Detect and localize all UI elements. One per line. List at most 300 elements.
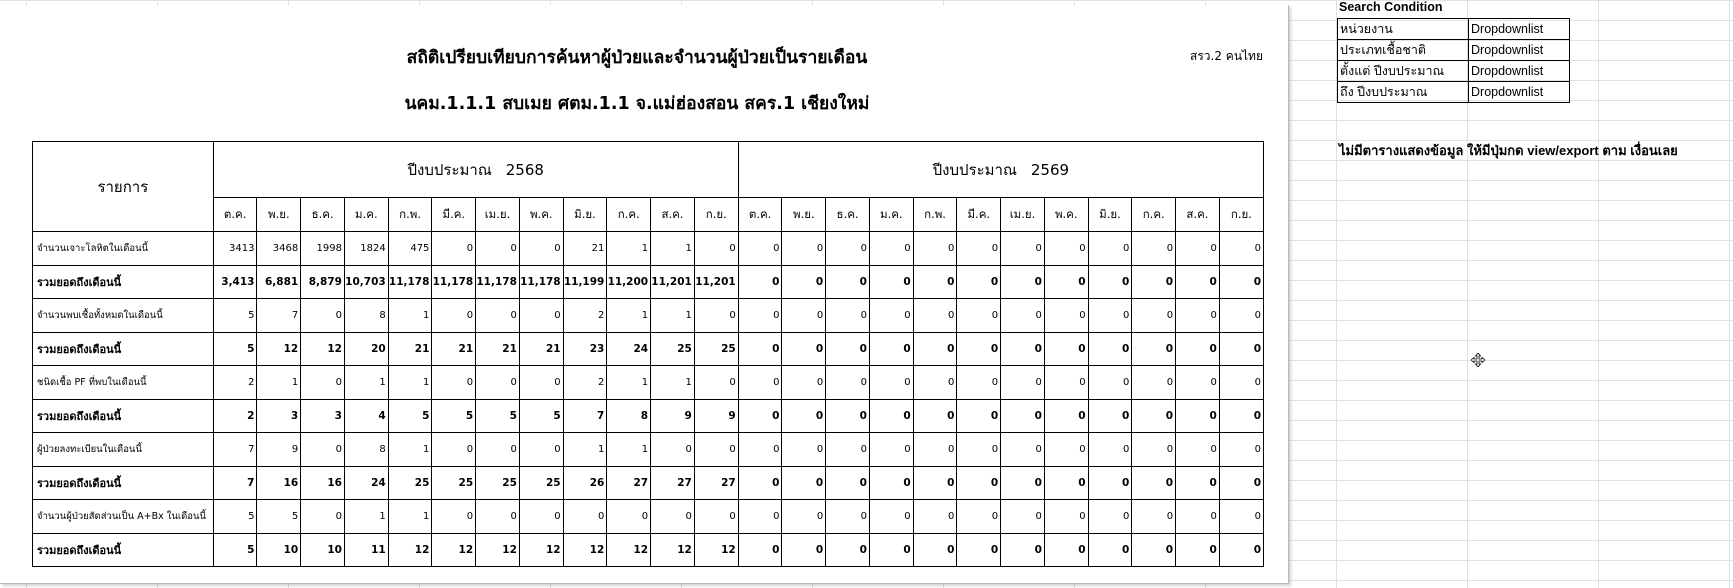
table-cell: 0: [826, 500, 870, 534]
table-cell: 0: [476, 366, 520, 400]
table-cell: 0: [1001, 500, 1045, 534]
table-cell: 0: [1176, 466, 1220, 500]
table-cell: 0: [738, 366, 782, 400]
table-cell: 12: [388, 533, 432, 567]
table-cell: 0: [957, 533, 1001, 567]
table-cell: 5: [213, 332, 257, 366]
table-row: [33, 332, 1264, 366]
year-header-2569: [738, 142, 1263, 198]
table-cell: 0: [782, 399, 826, 433]
form-code: สรว.2 คนไทย: [1190, 49, 1263, 63]
table-cell: 8: [607, 399, 651, 433]
table-cell: 10: [257, 533, 301, 567]
table-cell: 0: [869, 466, 913, 500]
table-cell: 0: [1219, 533, 1263, 567]
table-cell: 11,178: [388, 265, 432, 299]
table-cell: 0: [782, 533, 826, 567]
table-cell: 2: [563, 299, 607, 333]
table-cell: 0: [1132, 399, 1176, 433]
table-cell: 0: [782, 232, 826, 266]
table-cell: 0: [432, 299, 476, 333]
table-cell: 0: [913, 265, 957, 299]
table-cell: 25: [651, 332, 695, 366]
table-cell: 25: [432, 466, 476, 500]
table-cell: 0: [563, 500, 607, 534]
table-cell: 0: [782, 332, 826, 366]
condition-dropdown[interactable]: Dropdownlist: [1469, 40, 1570, 61]
month-header: พ.ค.: [1044, 198, 1088, 232]
table-cell: 0: [826, 299, 870, 333]
table-cell: 0: [1044, 299, 1088, 333]
month-header: เม.ย.: [476, 198, 520, 232]
table-cell: 0: [432, 232, 476, 266]
month-header: ต.ค.: [738, 198, 782, 232]
table-cell: 0: [1176, 500, 1220, 534]
table-cell: 1: [388, 299, 432, 333]
table-cell: 12: [301, 332, 345, 366]
table-row: [33, 533, 1264, 567]
table-cell: 0: [1219, 399, 1263, 433]
table-cell: 0: [1088, 466, 1132, 500]
table-cell: 1: [388, 500, 432, 534]
table-cell: 0: [869, 232, 913, 266]
table-cell: 0: [1088, 265, 1132, 299]
table-cell: 11: [344, 533, 388, 567]
table-cell: 1: [257, 366, 301, 400]
table-cell: 3: [301, 399, 345, 433]
table-cell: 11,178: [476, 265, 520, 299]
table-cell: 0: [519, 366, 563, 400]
month-header: พ.ค.: [519, 198, 563, 232]
table-cell: 0: [1088, 332, 1132, 366]
table-cell: 0: [869, 299, 913, 333]
table-cell: 0: [1132, 299, 1176, 333]
table-cell: 0: [1219, 265, 1263, 299]
table-cell: 21: [388, 332, 432, 366]
table-cell: 27: [694, 466, 738, 500]
table-cell: 0: [913, 332, 957, 366]
month-header: มิ.ย.: [1088, 198, 1132, 232]
table-cell: 0: [651, 433, 695, 467]
table-cell: 27: [607, 466, 651, 500]
table-cell: 5: [257, 500, 301, 534]
table-cell: 3,413: [213, 265, 257, 299]
condition-dropdown[interactable]: Dropdownlist: [1469, 82, 1570, 103]
table-cell: 0: [1088, 433, 1132, 467]
condition-row: [1338, 40, 1570, 61]
table-cell: 1: [563, 433, 607, 467]
month-header: เม.ย.: [1001, 198, 1045, 232]
table-cell: 0: [738, 299, 782, 333]
table-cell: 12: [432, 533, 476, 567]
table-cell: 0: [1176, 399, 1220, 433]
table-cell: 0: [1176, 299, 1220, 333]
table-cell: 0: [869, 366, 913, 400]
table-cell: 0: [694, 366, 738, 400]
table-cell: 4: [344, 399, 388, 433]
row-label: รวมยอดถึงเดือนนี้: [33, 533, 214, 567]
table-cell: 21: [519, 332, 563, 366]
table-cell: 0: [432, 366, 476, 400]
table-cell: 1: [607, 433, 651, 467]
table-cell: 0: [1044, 366, 1088, 400]
table-cell: 12: [257, 332, 301, 366]
table-cell: 0: [301, 433, 345, 467]
month-header: มี.ค.: [957, 198, 1001, 232]
month-header: ธ.ค.: [826, 198, 870, 232]
table-cell: 11,201: [651, 265, 695, 299]
table-cell: 11,200: [607, 265, 651, 299]
table-cell: 0: [782, 366, 826, 400]
table-cell: 0: [957, 399, 1001, 433]
table-cell: 1998: [301, 232, 345, 266]
month-header: ก.ค.: [1132, 198, 1176, 232]
table-cell: 0: [651, 500, 695, 534]
table-cell: 0: [782, 433, 826, 467]
table-cell: 0: [1219, 433, 1263, 467]
table-cell: 1: [388, 433, 432, 467]
table-cell: 12: [607, 533, 651, 567]
table-cell: 16: [257, 466, 301, 500]
table-cell: 0: [1001, 433, 1045, 467]
month-header: พ.ย.: [782, 198, 826, 232]
table-cell: 9: [694, 399, 738, 433]
table-cell: 16: [301, 466, 345, 500]
table-cell: 0: [826, 366, 870, 400]
table-row: [33, 299, 1264, 333]
table-cell: 0: [694, 299, 738, 333]
table-row: [33, 265, 1264, 299]
table-cell: 0: [826, 533, 870, 567]
table-cell: 0: [1088, 232, 1132, 266]
table-cell: 0: [738, 265, 782, 299]
table-cell: 9: [651, 399, 695, 433]
table-cell: 0: [1176, 332, 1220, 366]
table-cell: 0: [1176, 265, 1220, 299]
report-title: สถิติเปรียบเทียบการค้นหาผู้ป่วยและจำนวนผู้ป่วยเป็นรายเดือน: [406, 48, 868, 68]
table-cell: 25: [476, 466, 520, 500]
table-cell: 0: [1176, 366, 1220, 400]
table-cell: 0: [301, 500, 345, 534]
table-cell: 0: [826, 265, 870, 299]
table-cell: 27: [651, 466, 695, 500]
table-cell: 0: [738, 232, 782, 266]
table-cell: 0: [432, 433, 476, 467]
table-cell: 0: [1044, 466, 1088, 500]
table-cell: 0: [1176, 533, 1220, 567]
table-cell: 0: [913, 232, 957, 266]
table-cell: 0: [519, 433, 563, 467]
table-cell: 0: [1132, 332, 1176, 366]
month-header: ก.พ.: [913, 198, 957, 232]
table-cell: 25: [388, 466, 432, 500]
month-header: ส.ค.: [651, 198, 695, 232]
table-cell: 3: [257, 399, 301, 433]
move-cursor-icon: [1471, 353, 1485, 367]
row-label: รวมยอดถึงเดือนนี้: [33, 265, 214, 299]
table-cell: 7: [213, 466, 257, 500]
row-label: รวมยอดถึงเดือนนี้: [33, 332, 214, 366]
table-cell: 0: [782, 299, 826, 333]
table-cell: 1: [651, 232, 695, 266]
table-cell: 5: [213, 533, 257, 567]
row-label: รวมยอดถึงเดือนนี้: [33, 399, 214, 433]
condition-row: [1338, 19, 1570, 40]
table-cell: 8,879: [301, 265, 345, 299]
table-cell: 11,178: [432, 265, 476, 299]
table-cell: 0: [957, 332, 1001, 366]
table-cell: 24: [607, 332, 651, 366]
table-cell: 0: [1001, 332, 1045, 366]
table-cell: 5: [213, 500, 257, 534]
table-cell: 2: [563, 366, 607, 400]
condition-label: ตั้งแต่ ปีงบประมาณ: [1338, 61, 1469, 82]
table-cell: 0: [869, 500, 913, 534]
table-cell: 0: [1044, 533, 1088, 567]
table-row: [33, 366, 1264, 400]
table-cell: 1824: [344, 232, 388, 266]
table-cell: 0: [476, 299, 520, 333]
table-cell: 7: [257, 299, 301, 333]
year-header-2568: [213, 142, 738, 198]
table-row: [33, 399, 1264, 433]
table-cell: 0: [957, 299, 1001, 333]
month-header: มิ.ย.: [563, 198, 607, 232]
row-label: จำนวนผู้ป่วยสัดส่วนเป็น A+Bx ในเดือนนี้: [33, 500, 214, 534]
table-cell: 5: [388, 399, 432, 433]
stats-table: [32, 141, 1264, 567]
table-cell: 0: [1176, 433, 1220, 467]
table-cell: 0: [738, 533, 782, 567]
table-cell: 0: [738, 500, 782, 534]
table-cell: 12: [563, 533, 607, 567]
table-cell: 12: [476, 533, 520, 567]
table-cell: 11,201: [694, 265, 738, 299]
table-cell: 12: [694, 533, 738, 567]
table-cell: 0: [432, 500, 476, 534]
year-number: 2569: [1030, 160, 1070, 179]
table-cell: 21: [563, 232, 607, 266]
condition-dropdown[interactable]: Dropdownlist: [1469, 61, 1570, 82]
table-cell: 10,703: [344, 265, 388, 299]
table-cell: 0: [869, 332, 913, 366]
table-cell: 0: [1132, 232, 1176, 266]
table-cell: 0: [476, 500, 520, 534]
table-cell: 1: [651, 366, 695, 400]
condition-label: ประเภทเชื้อชาติ: [1338, 40, 1469, 61]
table-row: [33, 232, 1264, 266]
table-cell: 0: [957, 232, 1001, 266]
table-cell: 0: [301, 366, 345, 400]
month-header: ม.ค.: [344, 198, 388, 232]
table-cell: 0: [1001, 533, 1045, 567]
table-cell: 0: [519, 299, 563, 333]
table-cell: 0: [826, 332, 870, 366]
table-cell: 11,178: [519, 265, 563, 299]
table-cell: 10: [301, 533, 345, 567]
row-label: รวมยอดถึงเดือนนี้: [33, 466, 214, 500]
report-page: [0, 5, 1289, 584]
table-cell: 0: [694, 232, 738, 266]
table-cell: 0: [738, 466, 782, 500]
table-cell: 9: [257, 433, 301, 467]
table-cell: 0: [476, 232, 520, 266]
table-cell: 0: [694, 433, 738, 467]
month-header: ม.ค.: [869, 198, 913, 232]
table-cell: 0: [869, 399, 913, 433]
table-cell: 0: [1088, 399, 1132, 433]
table-cell: 6,881: [257, 265, 301, 299]
table-cell: 0: [1001, 366, 1045, 400]
row-label: จำนวนเจาะโลหิตในเดือนนี้: [33, 232, 214, 266]
month-header: ก.ย.: [694, 198, 738, 232]
table-cell: 0: [913, 299, 957, 333]
table-cell: 475: [388, 232, 432, 266]
table-cell: 0: [738, 433, 782, 467]
row-label: ชนิดเชื้อ PF ที่พบในเดือนนี้: [33, 366, 214, 400]
condition-dropdown[interactable]: Dropdownlist: [1469, 19, 1570, 40]
table-cell: 2: [213, 399, 257, 433]
table-cell: 0: [1001, 265, 1045, 299]
condition-row: [1338, 61, 1570, 82]
table-cell: 0: [1044, 332, 1088, 366]
table-cell: 0: [913, 399, 957, 433]
table-cell: 0: [1044, 399, 1088, 433]
table-cell: 0: [826, 232, 870, 266]
table-cell: 26: [563, 466, 607, 500]
table-cell: 0: [1132, 433, 1176, 467]
month-header: พ.ย.: [257, 198, 301, 232]
table-cell: 0: [869, 533, 913, 567]
table-cell: 0: [1044, 232, 1088, 266]
month-header: ธ.ค.: [301, 198, 345, 232]
table-cell: 0: [869, 265, 913, 299]
table-cell: 20: [344, 332, 388, 366]
table-cell: 21: [432, 332, 476, 366]
search-condition-table: [1337, 18, 1570, 103]
condition-label: ถึง ปีงบประมาณ: [1338, 82, 1469, 103]
table-cell: 0: [1219, 332, 1263, 366]
table-cell: 0: [1088, 533, 1132, 567]
table-cell: 0: [694, 500, 738, 534]
table-cell: 0: [1132, 500, 1176, 534]
table-cell: 11,199: [563, 265, 607, 299]
table-cell: 0: [782, 500, 826, 534]
table-cell: 0: [1001, 299, 1045, 333]
table-cell: 0: [738, 332, 782, 366]
table-row: [33, 433, 1264, 467]
table-cell: 0: [782, 265, 826, 299]
month-header: ก.ค.: [607, 198, 651, 232]
table-cell: 0: [1219, 500, 1263, 534]
table-cell: 8: [344, 433, 388, 467]
table-cell: 0: [1088, 299, 1132, 333]
table-cell: 25: [519, 466, 563, 500]
table-cell: 1: [388, 366, 432, 400]
table-cell: 1: [607, 299, 651, 333]
table-cell: 0: [1219, 299, 1263, 333]
table-cell: 0: [826, 433, 870, 467]
row-label: จำนวนพบเชื้อทั้งหมดในเดือนนี้: [33, 299, 214, 333]
table-cell: 0: [826, 466, 870, 500]
table-cell: 0: [1219, 366, 1263, 400]
table-cell: 7: [563, 399, 607, 433]
table-cell: 0: [957, 433, 1001, 467]
table-cell: 0: [301, 299, 345, 333]
table-cell: 0: [957, 265, 1001, 299]
table-cell: 0: [738, 399, 782, 433]
table-cell: 0: [1044, 265, 1088, 299]
table-cell: 1: [344, 366, 388, 400]
table-cell: 5: [432, 399, 476, 433]
table-cell: 0: [957, 366, 1001, 400]
row-label: ผู้ป่วยลงทะเบียนในเดือนนี้: [33, 433, 214, 467]
table-cell: 0: [782, 466, 826, 500]
table-cell: 0: [1044, 500, 1088, 534]
table-cell: 0: [1132, 366, 1176, 400]
report-subtitle: นคม.1.1.1 สบเมย ศตม.1.1 จ.แม่ฮ่องสอน สคร.1 เชียงใหม่: [404, 94, 870, 114]
table-cell: 24: [344, 466, 388, 500]
month-header: ส.ค.: [1176, 198, 1220, 232]
table-cell: 1: [651, 299, 695, 333]
table-cell: 3468: [257, 232, 301, 266]
table-cell: 1: [607, 232, 651, 266]
table-cell: 12: [519, 533, 563, 567]
table-cell: 25: [694, 332, 738, 366]
table-cell: 0: [1219, 232, 1263, 266]
table-cell: 0: [1132, 265, 1176, 299]
table-cell: 1: [344, 500, 388, 534]
table-cell: 0: [1176, 232, 1220, 266]
table-cell: 0: [913, 433, 957, 467]
table-cell: 0: [1132, 466, 1176, 500]
table-cell: 1: [607, 366, 651, 400]
table-cell: 0: [957, 466, 1001, 500]
table-cell: 0: [957, 500, 1001, 534]
year-label: ปีงบประมาณ: [932, 160, 1017, 179]
table-cell: 0: [476, 433, 520, 467]
table-cell: 0: [913, 533, 957, 567]
month-header: ก.พ.: [388, 198, 432, 232]
table-cell: 23: [563, 332, 607, 366]
table-cell: 5: [519, 399, 563, 433]
year-number: 2568: [505, 160, 544, 179]
table-cell: 0: [1132, 533, 1176, 567]
table-cell: 0: [1219, 466, 1263, 500]
table-row: [33, 500, 1264, 534]
table-cell: 0: [826, 399, 870, 433]
table-cell: 0: [1088, 500, 1132, 534]
table-cell: 0: [1044, 433, 1088, 467]
instruction-note: ไม่มีตารางแสดงข้อมูล ให้มีปุ่มกด view/export ตาม เงื่อนเลย: [1339, 143, 1678, 158]
month-header: ก.ย.: [1219, 198, 1263, 232]
table-row: [33, 466, 1264, 500]
table-cell: 0: [913, 366, 957, 400]
table-cell: 8: [344, 299, 388, 333]
table-cell: 0: [1088, 366, 1132, 400]
month-header: มี.ค.: [432, 198, 476, 232]
year-label: ปีงบประมาณ: [407, 160, 492, 179]
table-cell: 0: [519, 232, 563, 266]
table-cell: 21: [476, 332, 520, 366]
table-cell: 0: [913, 466, 957, 500]
table-cell: 0: [1001, 466, 1045, 500]
table-cell: 0: [913, 500, 957, 534]
table-cell: 0: [1001, 232, 1045, 266]
table-cell: 5: [213, 299, 257, 333]
table-cell: 0: [607, 500, 651, 534]
search-condition-title: Search Condition: [1339, 0, 1443, 14]
